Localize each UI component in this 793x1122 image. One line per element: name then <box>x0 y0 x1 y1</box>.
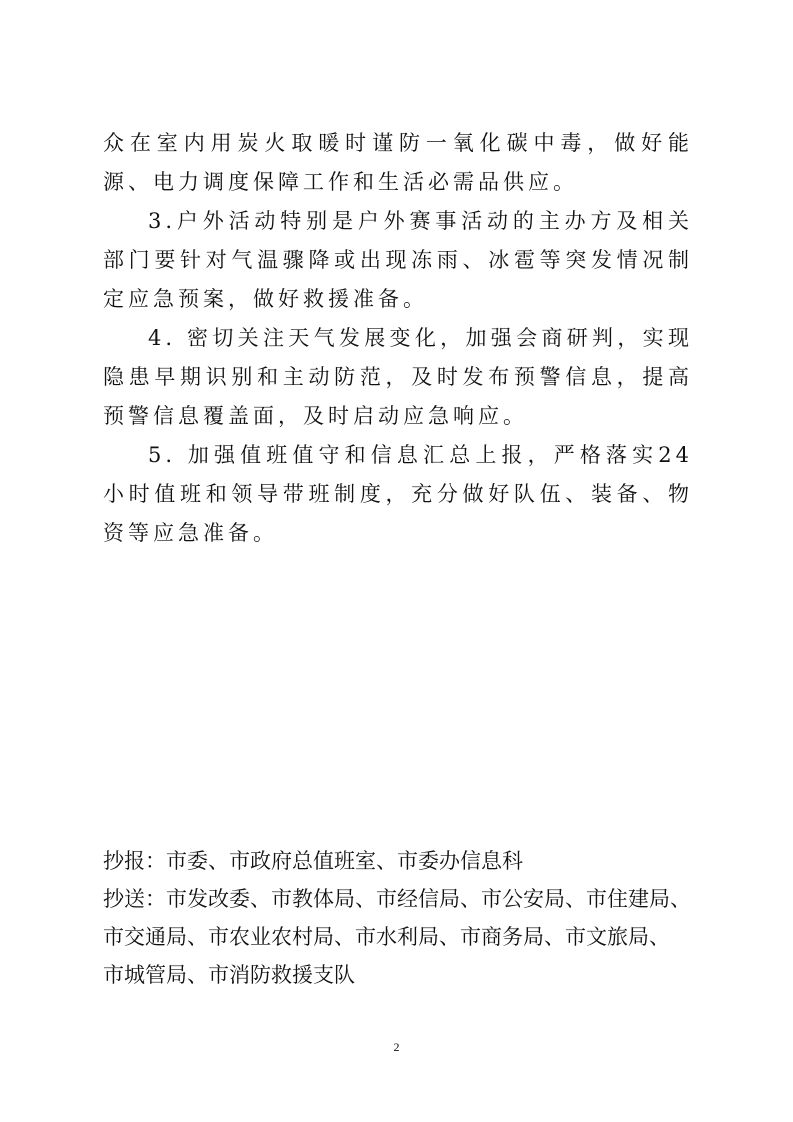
distribution-list <box>103 842 703 994</box>
paragraph-item-4: 4. 密切关注天气发展变化，加强会商研判，实现隐患早期识别和主动防范，及时发布预警信息，提高预警信息覆盖面，及时启动应急响应。 <box>103 326 693 428</box>
copy-to-line-2: 市交通局、市农业农村局、市水利局、市商务局、市文旅局、 <box>103 925 670 949</box>
paragraph-continuation: 众在室内用炭火取暖时谨防一氧化碳中毒，做好能源、电力调度保障工作和生活必需品供应。 <box>103 131 693 194</box>
copy-to-line-3: 市城管局、市消防救援支队 <box>103 963 355 987</box>
page-number: 2 <box>393 1040 400 1054</box>
body-text <box>103 124 693 553</box>
paragraph-item-5: 5. 加强值班值守和信息汇总上报，严格落实24小时值班和领导带班制度，充分做好队伍、装备、物资等应急准备。 <box>103 443 693 545</box>
paragraph-item-3: 3.户外活动特别是户外赛事活动的主办方及相关部门要针对气温骤降或出现冻雨、冰雹等突发情况制定应急预案，做好救援准备。 <box>103 209 693 311</box>
report-to-line: 抄报：市委、市政府总值班室、市委办信息科 <box>103 849 523 873</box>
copy-to-line-1: 抄送：市发改委、市教体局、市经信局、市公安局、市住建局、 <box>103 887 691 911</box>
